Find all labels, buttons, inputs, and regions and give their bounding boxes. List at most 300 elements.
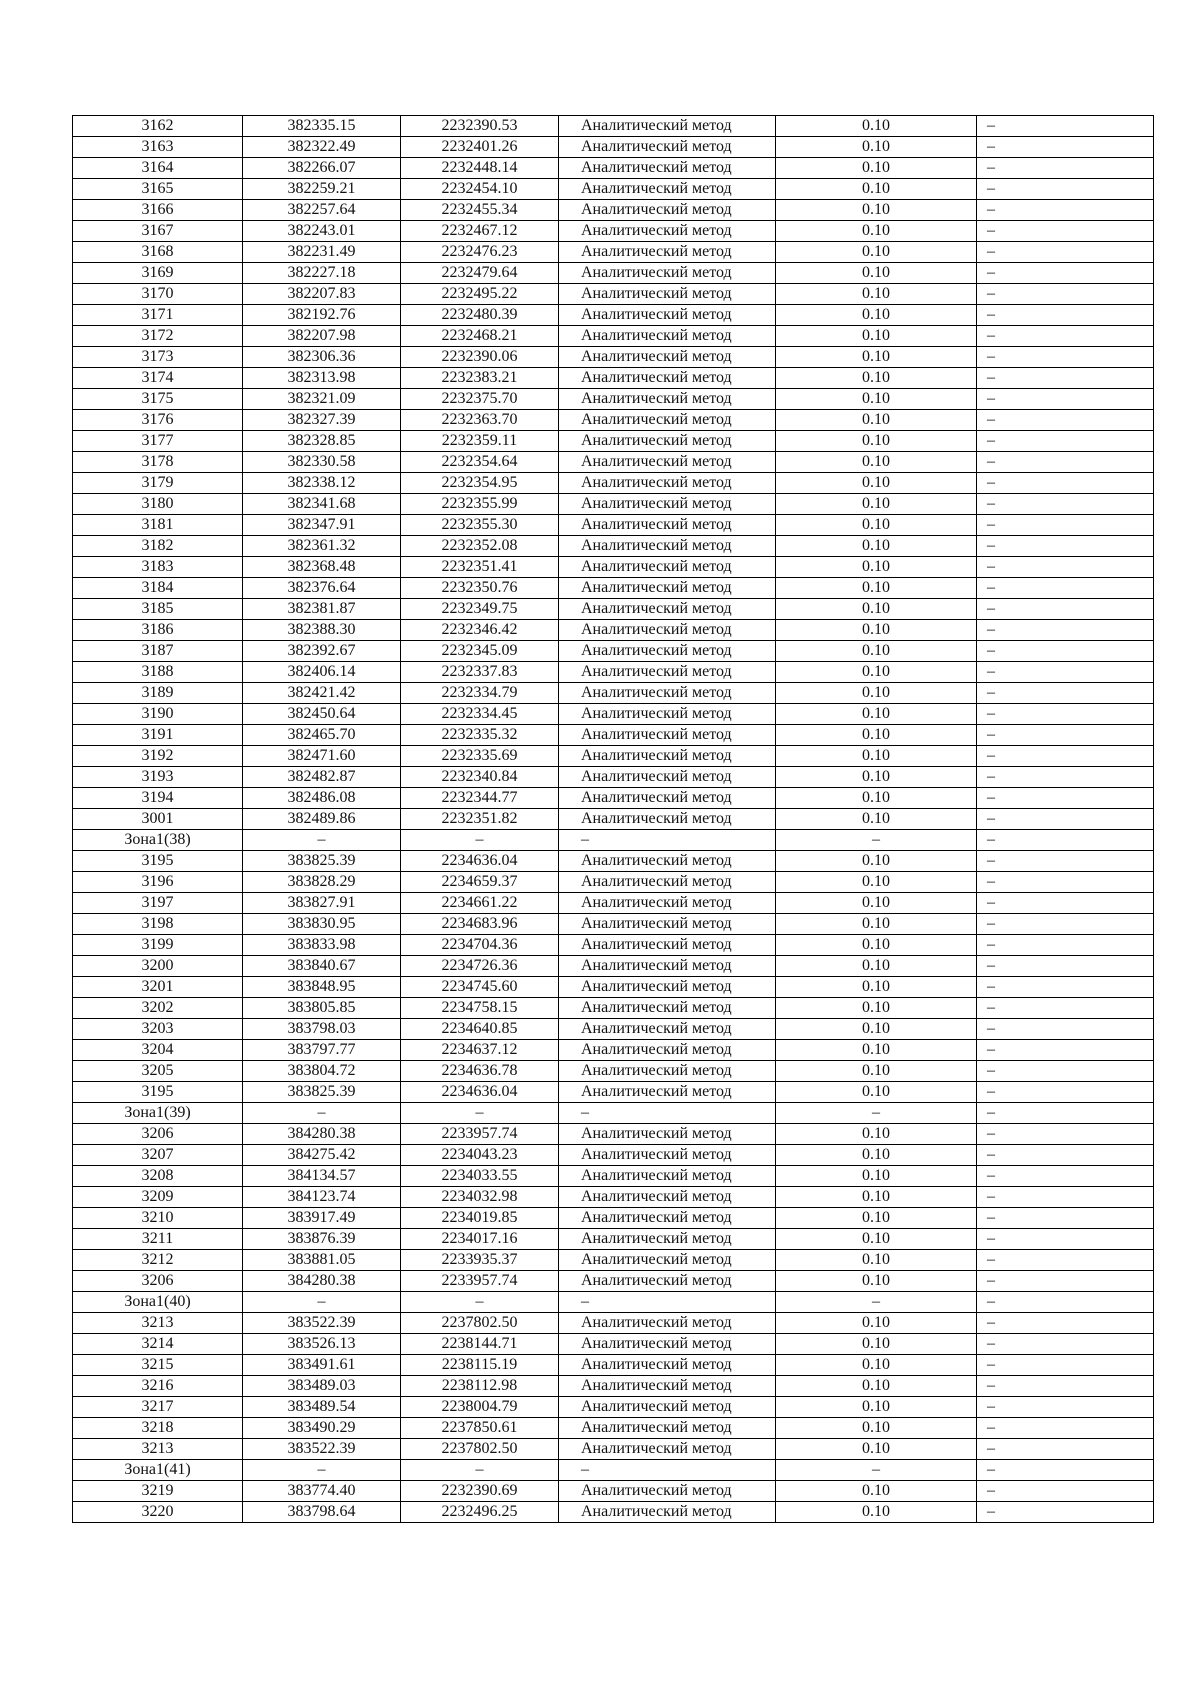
method-cell: Аналитический метод xyxy=(559,347,776,368)
note-cell: – xyxy=(977,158,1154,179)
method-cell: Аналитический метод xyxy=(559,410,776,431)
table-row xyxy=(73,284,1154,305)
table-row xyxy=(73,1019,1154,1040)
precision-cell: 0.10 xyxy=(776,956,977,977)
precision-cell: 0.10 xyxy=(776,200,977,221)
precision-cell: 0.10 xyxy=(776,410,977,431)
table-row xyxy=(73,872,1154,893)
note-cell: – xyxy=(977,410,1154,431)
x-coordinate-cell: 383490.29 xyxy=(243,1418,401,1439)
precision-cell: 0.10 xyxy=(776,536,977,557)
method-cell: Аналитический метод xyxy=(559,158,776,179)
note-cell: – xyxy=(977,977,1154,998)
x-coordinate-cell: 384280.38 xyxy=(243,1124,401,1145)
method-cell: Аналитический метод xyxy=(559,1208,776,1229)
zone-header-row xyxy=(73,830,1154,851)
method-cell: Аналитический метод xyxy=(559,389,776,410)
x-coordinate-cell: 382381.87 xyxy=(243,599,401,620)
precision-cell: 0.10 xyxy=(776,431,977,452)
table-row xyxy=(73,137,1154,158)
x-coordinate-cell: 383825.39 xyxy=(243,851,401,872)
x-coordinate-cell: 383840.67 xyxy=(243,956,401,977)
table-row xyxy=(73,1355,1154,1376)
table-row xyxy=(73,1187,1154,1208)
note-cell: – xyxy=(977,872,1154,893)
x-coordinate-cell: 382192.76 xyxy=(243,305,401,326)
y-coordinate-cell: 2238112.98 xyxy=(401,1376,559,1397)
method-cell: – xyxy=(559,1292,776,1313)
point-number-cell: 3193 xyxy=(73,767,243,788)
point-number-cell: 3192 xyxy=(73,746,243,767)
method-cell: Аналитический метод xyxy=(559,536,776,557)
point-number-cell: 3200 xyxy=(73,956,243,977)
precision-cell: 0.10 xyxy=(776,347,977,368)
note-cell: – xyxy=(977,1292,1154,1313)
y-coordinate-cell: 2232334.79 xyxy=(401,683,559,704)
method-cell: Аналитический метод xyxy=(559,557,776,578)
point-number-cell: 3174 xyxy=(73,368,243,389)
y-coordinate-cell: 2232355.30 xyxy=(401,515,559,536)
note-cell: – xyxy=(977,1355,1154,1376)
x-coordinate-cell: 382330.58 xyxy=(243,452,401,473)
x-coordinate-cell: 383830.95 xyxy=(243,914,401,935)
x-coordinate-cell: 383881.05 xyxy=(243,1250,401,1271)
point-number-cell: 3206 xyxy=(73,1271,243,1292)
precision-cell: 0.10 xyxy=(776,1019,977,1040)
point-number-cell: 3203 xyxy=(73,1019,243,1040)
y-coordinate-cell: 2232468.21 xyxy=(401,326,559,347)
note-cell: – xyxy=(977,683,1154,704)
x-coordinate-cell: 382257.64 xyxy=(243,200,401,221)
x-coordinate-cell: 382327.39 xyxy=(243,410,401,431)
y-coordinate-cell: 2232359.11 xyxy=(401,431,559,452)
point-number-cell: 3197 xyxy=(73,893,243,914)
x-coordinate-cell: 382450.64 xyxy=(243,704,401,725)
note-cell: – xyxy=(977,578,1154,599)
table-row xyxy=(73,1418,1154,1439)
table-row xyxy=(73,935,1154,956)
point-number-cell: 3220 xyxy=(73,1502,243,1523)
table-row xyxy=(73,200,1154,221)
precision-cell: 0.10 xyxy=(776,1439,977,1460)
note-cell: – xyxy=(977,1481,1154,1502)
table-row xyxy=(73,704,1154,725)
note-cell: – xyxy=(977,1187,1154,1208)
method-cell: – xyxy=(559,830,776,851)
note-cell: – xyxy=(977,746,1154,767)
table-row xyxy=(73,1166,1154,1187)
note-cell: – xyxy=(977,179,1154,200)
note-cell: – xyxy=(977,1124,1154,1145)
y-coordinate-cell: 2232448.14 xyxy=(401,158,559,179)
point-number-cell: 3195 xyxy=(73,851,243,872)
table-row xyxy=(73,431,1154,452)
y-coordinate-cell: 2232340.84 xyxy=(401,767,559,788)
precision-cell: 0.10 xyxy=(776,1313,977,1334)
method-cell: Аналитический метод xyxy=(559,473,776,494)
table-row xyxy=(73,1250,1154,1271)
method-cell: Аналитический метод xyxy=(559,809,776,830)
y-coordinate-cell: – xyxy=(401,1103,559,1124)
note-cell: – xyxy=(977,1040,1154,1061)
point-number-cell: 3182 xyxy=(73,536,243,557)
y-coordinate-cell: 2232351.41 xyxy=(401,557,559,578)
method-cell: Аналитический метод xyxy=(559,599,776,620)
y-coordinate-cell: – xyxy=(401,1292,559,1313)
zone-header-row xyxy=(73,1103,1154,1124)
note-cell: – xyxy=(977,1145,1154,1166)
note-cell: – xyxy=(977,1397,1154,1418)
precision-cell: 0.10 xyxy=(776,221,977,242)
note-cell: – xyxy=(977,725,1154,746)
method-cell: Аналитический метод xyxy=(559,221,776,242)
point-number-cell: 3186 xyxy=(73,620,243,641)
x-coordinate-cell: 382335.15 xyxy=(243,116,401,137)
precision-cell: – xyxy=(776,830,977,851)
note-cell: – xyxy=(977,1166,1154,1187)
precision-cell: 0.10 xyxy=(776,851,977,872)
y-coordinate-cell: 2232351.82 xyxy=(401,809,559,830)
x-coordinate-cell: 382465.70 xyxy=(243,725,401,746)
y-coordinate-cell: 2232401.26 xyxy=(401,137,559,158)
note-cell: – xyxy=(977,662,1154,683)
x-coordinate-cell: 382259.21 xyxy=(243,179,401,200)
x-coordinate-cell: 383827.91 xyxy=(243,893,401,914)
method-cell: Аналитический метод xyxy=(559,494,776,515)
table-row xyxy=(73,347,1154,368)
y-coordinate-cell: 2234659.37 xyxy=(401,872,559,893)
y-coordinate-cell: 2232335.32 xyxy=(401,725,559,746)
note-cell: – xyxy=(977,956,1154,977)
precision-cell: 0.10 xyxy=(776,704,977,725)
point-number-cell: 3217 xyxy=(73,1397,243,1418)
precision-cell: 0.10 xyxy=(776,1418,977,1439)
x-coordinate-cell: 382207.83 xyxy=(243,284,401,305)
y-coordinate-cell: 2234758.15 xyxy=(401,998,559,1019)
precision-cell: 0.10 xyxy=(776,578,977,599)
precision-cell: 0.10 xyxy=(776,809,977,830)
x-coordinate-cell: 383798.03 xyxy=(243,1019,401,1040)
note-cell: – xyxy=(977,914,1154,935)
method-cell: – xyxy=(559,1103,776,1124)
method-cell: Аналитический метод xyxy=(559,788,776,809)
y-coordinate-cell: 2234745.60 xyxy=(401,977,559,998)
precision-cell: 0.10 xyxy=(776,1334,977,1355)
y-coordinate-cell: 2234033.55 xyxy=(401,1166,559,1187)
note-cell: – xyxy=(977,851,1154,872)
table-row xyxy=(73,452,1154,473)
table-row xyxy=(73,515,1154,536)
method-cell: Аналитический метод xyxy=(559,893,776,914)
point-number-cell: 3205 xyxy=(73,1061,243,1082)
y-coordinate-cell: 2234704.36 xyxy=(401,935,559,956)
note-cell: – xyxy=(977,1460,1154,1481)
x-coordinate-cell: 384134.57 xyxy=(243,1166,401,1187)
method-cell: Аналитический метод xyxy=(559,452,776,473)
method-cell: Аналитический метод xyxy=(559,872,776,893)
method-cell: Аналитический метод xyxy=(559,515,776,536)
y-coordinate-cell: 2232352.08 xyxy=(401,536,559,557)
point-number-cell: 3210 xyxy=(73,1208,243,1229)
precision-cell: 0.10 xyxy=(776,1208,977,1229)
table-row xyxy=(73,599,1154,620)
point-number-cell: 3211 xyxy=(73,1229,243,1250)
table-row xyxy=(73,242,1154,263)
method-cell: Аналитический метод xyxy=(559,116,776,137)
y-coordinate-cell: 2238004.79 xyxy=(401,1397,559,1418)
precision-cell: 0.10 xyxy=(776,137,977,158)
y-coordinate-cell: 2233957.74 xyxy=(401,1271,559,1292)
precision-cell: 0.10 xyxy=(776,1082,977,1103)
method-cell: Аналитический метод xyxy=(559,200,776,221)
precision-cell: 0.10 xyxy=(776,1376,977,1397)
table-row xyxy=(73,1145,1154,1166)
table-row xyxy=(73,1376,1154,1397)
y-coordinate-cell: 2238144.71 xyxy=(401,1334,559,1355)
table-row xyxy=(73,179,1154,200)
point-number-cell: 3176 xyxy=(73,410,243,431)
point-number-cell: 3215 xyxy=(73,1355,243,1376)
method-cell: Аналитический метод xyxy=(559,1271,776,1292)
x-coordinate-cell: 383489.03 xyxy=(243,1376,401,1397)
precision-cell: 0.10 xyxy=(776,935,977,956)
point-number-cell: 3206 xyxy=(73,1124,243,1145)
table-row xyxy=(73,1271,1154,1292)
note-cell: – xyxy=(977,1019,1154,1040)
x-coordinate-cell: 383804.72 xyxy=(243,1061,401,1082)
table-row xyxy=(73,368,1154,389)
precision-cell: 0.10 xyxy=(776,998,977,1019)
y-coordinate-cell: 2237850.61 xyxy=(401,1418,559,1439)
y-coordinate-cell: 2237802.50 xyxy=(401,1313,559,1334)
precision-cell: 0.10 xyxy=(776,326,977,347)
x-coordinate-cell: 382486.08 xyxy=(243,788,401,809)
method-cell: Аналитический метод xyxy=(559,1166,776,1187)
precision-cell: 0.10 xyxy=(776,494,977,515)
method-cell: Аналитический метод xyxy=(559,284,776,305)
table-row xyxy=(73,494,1154,515)
point-number-cell: 3187 xyxy=(73,641,243,662)
point-number-cell: 3208 xyxy=(73,1166,243,1187)
table-row xyxy=(73,116,1154,137)
note-cell: – xyxy=(977,893,1154,914)
point-number-cell: 3213 xyxy=(73,1313,243,1334)
y-coordinate-cell: 2234726.36 xyxy=(401,956,559,977)
table-row xyxy=(73,1481,1154,1502)
precision-cell: 0.10 xyxy=(776,1187,977,1208)
x-coordinate-cell: 382313.98 xyxy=(243,368,401,389)
x-coordinate-cell: 383805.85 xyxy=(243,998,401,1019)
method-cell: Аналитический метод xyxy=(559,620,776,641)
note-cell: – xyxy=(977,1313,1154,1334)
y-coordinate-cell: – xyxy=(401,830,559,851)
table-row xyxy=(73,914,1154,935)
y-coordinate-cell: 2232355.99 xyxy=(401,494,559,515)
point-number-cell: 3191 xyxy=(73,725,243,746)
x-coordinate-cell: 382231.49 xyxy=(243,242,401,263)
table-row xyxy=(73,893,1154,914)
precision-cell: 0.10 xyxy=(776,1166,977,1187)
x-coordinate-cell: 382338.12 xyxy=(243,473,401,494)
x-coordinate-cell: 384280.38 xyxy=(243,1271,401,1292)
precision-cell: 0.10 xyxy=(776,599,977,620)
table-row xyxy=(73,389,1154,410)
precision-cell: 0.10 xyxy=(776,662,977,683)
table-row xyxy=(73,326,1154,347)
table-row xyxy=(73,1334,1154,1355)
y-coordinate-cell: 2234017.16 xyxy=(401,1229,559,1250)
y-coordinate-cell: 2233957.74 xyxy=(401,1124,559,1145)
note-cell: – xyxy=(977,284,1154,305)
note-cell: – xyxy=(977,515,1154,536)
point-number-cell: 3172 xyxy=(73,326,243,347)
table-row xyxy=(73,1313,1154,1334)
point-number-cell: 3209 xyxy=(73,1187,243,1208)
y-coordinate-cell: 2232350.76 xyxy=(401,578,559,599)
precision-cell: 0.10 xyxy=(776,872,977,893)
method-cell: Аналитический метод xyxy=(559,137,776,158)
method-cell: Аналитический метод xyxy=(559,1082,776,1103)
precision-cell: – xyxy=(776,1460,977,1481)
method-cell: Аналитический метод xyxy=(559,746,776,767)
point-number-cell: 3177 xyxy=(73,431,243,452)
table-row xyxy=(73,410,1154,431)
table-row xyxy=(73,725,1154,746)
method-cell: Аналитический метод xyxy=(559,641,776,662)
y-coordinate-cell: 2232480.39 xyxy=(401,305,559,326)
point-number-cell: 3171 xyxy=(73,305,243,326)
point-number-cell: 3170 xyxy=(73,284,243,305)
method-cell: Аналитический метод xyxy=(559,704,776,725)
note-cell: – xyxy=(977,641,1154,662)
point-number-cell: 3198 xyxy=(73,914,243,935)
precision-cell: 0.10 xyxy=(776,1271,977,1292)
note-cell: – xyxy=(977,1229,1154,1250)
x-coordinate-cell: 383774.40 xyxy=(243,1481,401,1502)
x-coordinate-cell: 383522.39 xyxy=(243,1313,401,1334)
method-cell: Аналитический метод xyxy=(559,725,776,746)
note-cell: – xyxy=(977,557,1154,578)
table-row xyxy=(73,788,1154,809)
method-cell: Аналитический метод xyxy=(559,935,776,956)
point-number-cell: 3184 xyxy=(73,578,243,599)
note-cell: – xyxy=(977,1103,1154,1124)
table-row xyxy=(73,1439,1154,1460)
precision-cell: 0.10 xyxy=(776,893,977,914)
x-coordinate-cell: – xyxy=(243,1103,401,1124)
table-row xyxy=(73,1502,1154,1523)
note-cell: – xyxy=(977,788,1154,809)
x-coordinate-cell: 382243.01 xyxy=(243,221,401,242)
method-cell: Аналитический метод xyxy=(559,851,776,872)
method-cell: Аналитический метод xyxy=(559,326,776,347)
y-coordinate-cell: 2232467.12 xyxy=(401,221,559,242)
table-row xyxy=(73,956,1154,977)
x-coordinate-cell: 382347.91 xyxy=(243,515,401,536)
table-row xyxy=(73,641,1154,662)
point-number-cell: 3212 xyxy=(73,1250,243,1271)
point-number-cell: Зона1(41) xyxy=(73,1460,243,1481)
y-coordinate-cell: 2234019.85 xyxy=(401,1208,559,1229)
table-row xyxy=(73,1124,1154,1145)
y-coordinate-cell: 2234683.96 xyxy=(401,914,559,935)
table-row xyxy=(73,1040,1154,1061)
x-coordinate-cell: 383491.61 xyxy=(243,1355,401,1376)
y-coordinate-cell: 2232334.45 xyxy=(401,704,559,725)
point-number-cell: 3219 xyxy=(73,1481,243,1502)
x-coordinate-cell: 384123.74 xyxy=(243,1187,401,1208)
table-row xyxy=(73,683,1154,704)
note-cell: – xyxy=(977,452,1154,473)
precision-cell: – xyxy=(776,1292,977,1313)
point-number-cell: 3162 xyxy=(73,116,243,137)
x-coordinate-cell: 383798.64 xyxy=(243,1502,401,1523)
note-cell: – xyxy=(977,599,1154,620)
method-cell: Аналитический метод xyxy=(559,1250,776,1271)
point-number-cell: 3207 xyxy=(73,1145,243,1166)
method-cell: Аналитический метод xyxy=(559,1145,776,1166)
x-coordinate-cell: 382471.60 xyxy=(243,746,401,767)
method-cell: Аналитический метод xyxy=(559,179,776,200)
y-coordinate-cell: 2232354.64 xyxy=(401,452,559,473)
note-cell: – xyxy=(977,1502,1154,1523)
point-number-cell: 3214 xyxy=(73,1334,243,1355)
precision-cell: 0.10 xyxy=(776,746,977,767)
table-row xyxy=(73,305,1154,326)
precision-cell: 0.10 xyxy=(776,683,977,704)
note-cell: – xyxy=(977,1334,1154,1355)
x-coordinate-cell: 383876.39 xyxy=(243,1229,401,1250)
note-cell: – xyxy=(977,704,1154,725)
x-coordinate-cell: 382392.67 xyxy=(243,641,401,662)
method-cell: Аналитический метод xyxy=(559,1481,776,1502)
note-cell: – xyxy=(977,1271,1154,1292)
note-cell: – xyxy=(977,200,1154,221)
method-cell: Аналитический метод xyxy=(559,578,776,599)
table-row xyxy=(73,998,1154,1019)
y-coordinate-cell: 2234637.12 xyxy=(401,1040,559,1061)
method-cell: Аналитический метод xyxy=(559,1355,776,1376)
note-cell: – xyxy=(977,494,1154,515)
x-coordinate-cell: 382207.98 xyxy=(243,326,401,347)
precision-cell: 0.10 xyxy=(776,620,977,641)
method-cell: Аналитический метод xyxy=(559,1313,776,1334)
note-cell: – xyxy=(977,473,1154,494)
precision-cell: 0.10 xyxy=(776,788,977,809)
method-cell: Аналитический метод xyxy=(559,263,776,284)
y-coordinate-cell: 2232346.42 xyxy=(401,620,559,641)
x-coordinate-cell: 384275.42 xyxy=(243,1145,401,1166)
y-coordinate-cell: 2234032.98 xyxy=(401,1187,559,1208)
precision-cell: 0.10 xyxy=(776,767,977,788)
precision-cell: 0.10 xyxy=(776,116,977,137)
table-row xyxy=(73,851,1154,872)
note-cell: – xyxy=(977,1208,1154,1229)
table-row xyxy=(73,1397,1154,1418)
table-row xyxy=(73,473,1154,494)
precision-cell: 0.10 xyxy=(776,1124,977,1145)
note-cell: – xyxy=(977,1418,1154,1439)
method-cell: Аналитический метод xyxy=(559,1418,776,1439)
y-coordinate-cell: 2232337.83 xyxy=(401,662,559,683)
x-coordinate-cell: 383526.13 xyxy=(243,1334,401,1355)
y-coordinate-cell: 2238115.19 xyxy=(401,1355,559,1376)
note-cell: – xyxy=(977,809,1154,830)
x-coordinate-cell: 382406.14 xyxy=(243,662,401,683)
note-cell: – xyxy=(977,1376,1154,1397)
point-number-cell: 3165 xyxy=(73,179,243,200)
zone-header-row xyxy=(73,1460,1154,1481)
